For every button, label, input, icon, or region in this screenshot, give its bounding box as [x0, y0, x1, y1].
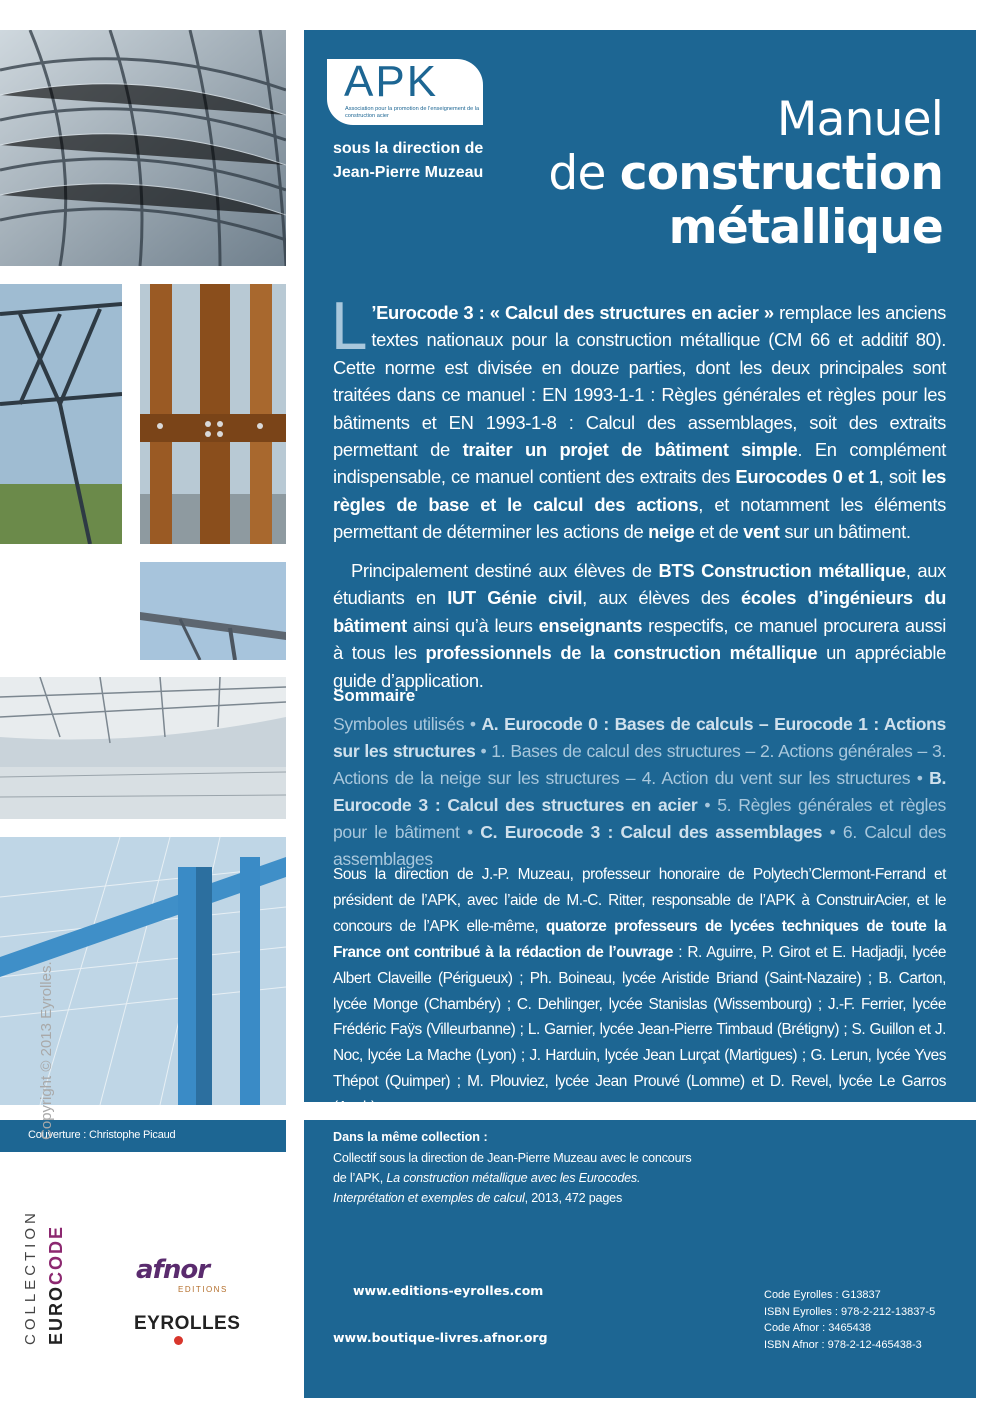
eurocode-word	[46, 1225, 67, 1345]
intro-emph: enseignants	[538, 614, 643, 636]
sommaire-heading: Sommaire	[333, 686, 416, 705]
intro-text: ainsi qu’à leurs	[406, 614, 539, 636]
title-line-1: Manuel	[776, 92, 943, 147]
intro-text: , soit	[878, 466, 922, 488]
credits-emph: quatorze professeurs de lycées techniques de toute la France ont contribué à la rédaction de l’ouvrage	[333, 917, 946, 961]
code-eyrolles: Code Eyrolles : G13837	[764, 1289, 881, 1301]
intro-text: , et notamment les éléments permettant de déterminer les actions de	[333, 493, 946, 543]
intro-emph: les règles de base et le calcul des actions	[333, 466, 946, 515]
collection-heading: Dans la même collection :	[333, 1130, 488, 1144]
afnor-url-link[interactable]: www.boutique-livres.afnor.org	[333, 1330, 548, 1345]
intro-paragraph-1	[330, 291, 947, 546]
intro-emph: vent	[743, 521, 780, 543]
afnor-logo: afnor	[136, 1255, 210, 1285]
eurocode-code: CODE	[46, 1224, 66, 1285]
title-line-3: métallique	[668, 200, 943, 255]
sommaire-text: • 1. Bases de calcul des structures – 2. Actions générales – 3. Actions de la neige sur les structures – 4. Action du vent sur les structures •	[333, 740, 946, 788]
intro-emph: professionnels de la construction métallique	[425, 642, 818, 664]
copyright-notice: Copyright © 2013 Eyrolles.	[38, 961, 55, 1140]
sommaire-list	[333, 711, 946, 872]
credits-text: Sous la direction de J.-P. Muzeau, professeur honoraire de Polytech’Clermont-Ferrand et président de l’APK, avec l’aide de M.-C. Ritter, responsable de l’APK à ConstruirAcier, et le concours de l’APK elle-même,	[333, 866, 946, 935]
intro-emph: BTS Construction métallique	[658, 560, 906, 581]
contributors-paragraph	[333, 862, 946, 1121]
editor-credit	[333, 137, 503, 185]
intro-text: , aux étudiants en	[333, 560, 946, 609]
intro-text: remplace les anciens textes nationaux pour la construction métallique (CM 66 et additif 80). Cette norme est divisée en douze parties, dont les deux principales sont traitées dans ce manuel : EN 1993-1-1 : Règles générales et règles pour les bâtiments et EN 1993-1-8 : Calcul des assemblages, soit des extraits permettant de	[333, 302, 947, 461]
photo-bolted-column	[140, 284, 286, 544]
direction-line-2: Jean-Pierre Muzeau	[333, 164, 484, 181]
title-word-de: de	[548, 146, 606, 201]
intro-text: et de	[694, 521, 744, 543]
isbn-codes	[764, 1287, 935, 1353]
apk-logo	[327, 59, 483, 125]
collection-word: COLLECTION	[22, 1209, 39, 1345]
code-afnor: Code Afnor : 3465438	[764, 1322, 872, 1334]
eurocode-euro: EURO	[46, 1284, 66, 1345]
intro-emph: traiter un projet de bâtiment simple	[462, 439, 798, 461]
apk-logo-subtitle: Association pour la promotion de l'enseignement de la construction acier	[345, 106, 480, 119]
title-word-construction: construction	[619, 146, 943, 201]
isbn-afnor: ISBN Afnor : 978-2-12-465438-3	[764, 1338, 922, 1351]
apk-logo-text: APK	[344, 57, 439, 106]
isbn-eyrolles: ISBN Eyrolles : 978-2-212-13837-5	[764, 1305, 936, 1318]
sommaire-text: • 5. Règles générales et règles pour le bâtiment •	[333, 794, 946, 842]
photo-truss-sky	[0, 284, 122, 544]
afnor-editions-label: EDITIONS	[178, 1285, 228, 1294]
intro-paragraph-2	[333, 557, 946, 694]
eyrolles-url-link[interactable]: www.editions-eyrolles.com	[353, 1283, 544, 1298]
direction-line-1: sous la direction de	[333, 140, 484, 157]
sommaire-text: Symboles utilisés •	[333, 714, 482, 734]
cover-credit: Couverture : Christophe Picaud	[28, 1129, 176, 1141]
intro-text: sur un bâtiment.	[779, 521, 911, 543]
sommaire-part: C. Eurocode 3 : Calcul des assemblages	[480, 821, 823, 842]
sommaire-part: A. Eurocode 0 : Bases de calculs – Eurocode 1 : Actions sur les structures	[333, 714, 946, 761]
title-line-2	[523, 147, 943, 201]
intro-text: Principalement destiné aux élèves de	[351, 560, 659, 581]
credits-text: : R. Aguirre, P. Girot et E. Hadjadji, lycée Albert Claveille (Périgueux) ; Ph. Boineau, lycée Aristide Briand (Saint-Nazaire) ; B. Carton, lycée Monge (Chambéry) ; C. Dehlinger, lycée Stanislas (Wissembourg) ; J.-F. Ferrier, lycée Frédéric Faÿs (Villeurbanne) ; L. Garnier, lycée Jean-Pierre Timbaud (Brétigny) ; S. Guillon et J. Noc, lycée La Mache (Lyon) ; J. Harduin, lycée Jean Lurçat (Martigues) ; G. Lerun, lycée Yves Thépot (Quimper) ; M. Plouviez, lycée Jean Prouvé (Lomme) et D. Revel, lycée Le Garros (Auch).	[333, 943, 946, 1117]
intro-emph-eurocode3: ’Eurocode 3 : « Calcul des structures en acier »	[371, 302, 774, 323]
intro-text: , aux élèves des	[582, 587, 741, 609]
sommaire-text: • 6. Calcul des assemblages	[333, 821, 946, 869]
dropcap: L	[330, 291, 366, 365]
intro-emph: neige	[648, 521, 695, 543]
photo-canopy-roof	[0, 677, 286, 819]
intro-emph: écoles d’ingénieurs du bâtiment	[333, 587, 946, 636]
photo-roof-structure	[0, 30, 286, 266]
intro-emph: IUT Génie civil	[447, 587, 583, 609]
collection-text-part: Collectif sous la direction de Jean-Pierre Muzeau avec le concours de l’APK,	[333, 1151, 692, 1185]
collection-book-title: La construction métallique avec les Eurocodes. Interprétation et exemples de calcul	[333, 1171, 641, 1205]
eyrolles-logo-dot	[174, 1336, 183, 1345]
eyrolles-logo: EYROLLES	[134, 1313, 241, 1334]
photo-cantilever-bridge	[140, 562, 286, 660]
intro-emph: Eurocodes 0 et 1	[735, 466, 879, 488]
collection-eurocode-logo	[22, 1205, 82, 1345]
intro-text: un appréciable guide d’application.	[333, 642, 946, 691]
intro-text: . En complément indispensable, ce manuel contient des extraits des	[333, 439, 946, 488]
collection-text	[333, 1148, 703, 1208]
sommaire-part: B. Eurocode 3 : Calcul des structures en acier	[333, 767, 946, 815]
intro-text: respectifs, ce manuel procurera aussi à tous les	[333, 614, 947, 664]
collection-text-part: , 2013, 472 pages	[524, 1191, 623, 1205]
book-title	[523, 93, 943, 255]
